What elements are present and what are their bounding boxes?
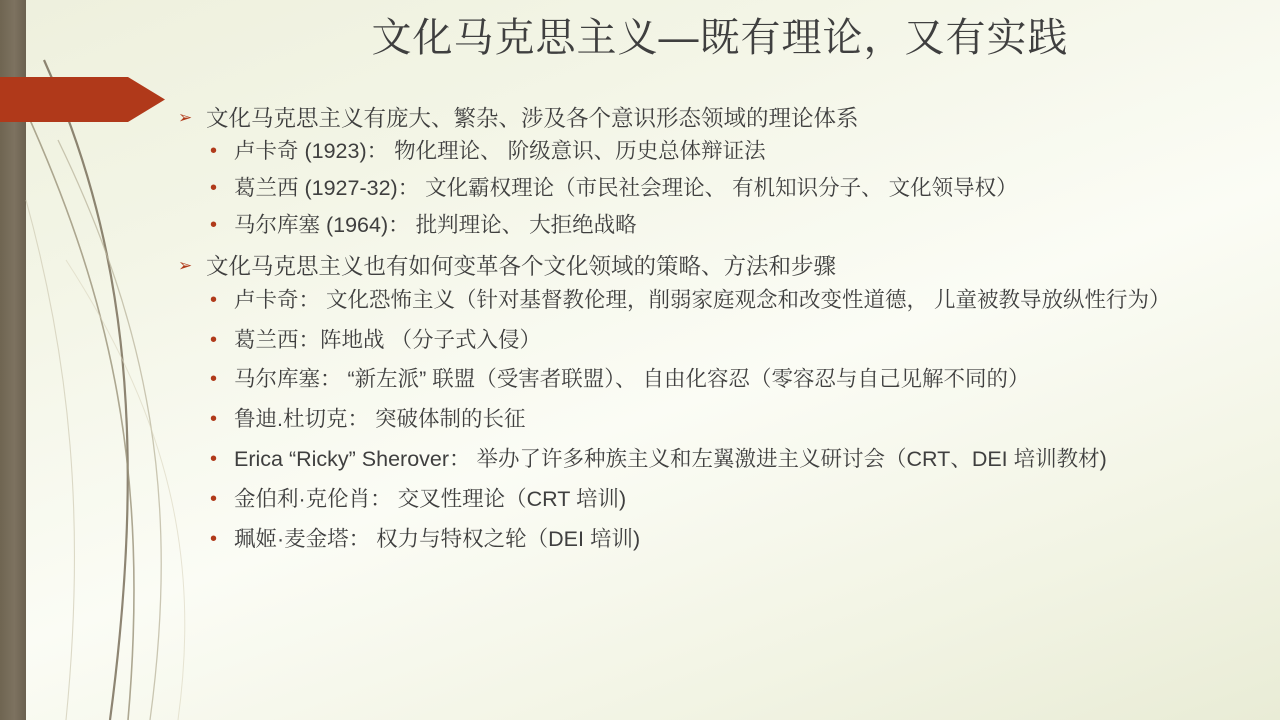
list-item [176,287,1258,315]
list-item-text: 金伯利·克伦肖： 交叉性理论（CRT 培训) [234,487,627,512]
list-item [176,327,1258,355]
list-item [176,406,1258,434]
page-title: 文化马克思主义—既有理论，又有实践 [371,16,1069,60]
list-item-text: 鲁迪.杜切克： 突破体制的长征 [234,407,526,432]
slide-body [176,104,1258,563]
list-item [176,526,1258,554]
dot-bullet-icon: • [210,288,218,311]
section-heading-text: 文化马克思主义也有如何变革各个文化领域的策略、方法和步骤 [206,254,837,280]
list-item-text: 马尔库塞 (1964)： 批判理论、 大拒绝战略 [234,213,637,238]
arrow-bullet-icon: ➢ [178,256,193,276]
list-item [176,175,1258,203]
accent-arrow-banner [0,77,165,122]
section-heading [176,104,1258,134]
section-heading [176,252,1258,282]
list-item [176,212,1258,240]
dot-bullet-icon: • [210,177,218,200]
dot-bullet-icon: • [210,328,218,351]
list-item-text: Erica “Ricky” Sherover： 举办了许多种族主义和左翼激进主义研讨会（CRT、DEI 培训教材) [234,447,1107,472]
dot-bullet-icon: • [210,488,218,511]
outline-list [176,104,1258,554]
list-item-text: 卢卡奇 (1923)： 物化理论、 阶级意识、历史总体辩证法 [234,139,766,164]
section-items [176,138,1258,240]
dot-bullet-icon: • [210,368,218,391]
list-item-text: 葛兰西 (1927-32)： 文化霸权理论（市民社会理论、 有机知识分子、 文化领导权） [234,176,1018,201]
list-item-text: 珮姬·麦金塔： 权力与特权之轮（DEI 培训) [234,527,641,552]
list-item [176,446,1258,474]
list-item [176,138,1258,166]
section-items [176,287,1258,555]
dot-bullet-icon: • [210,448,218,471]
section-heading-text: 文化马克思主义有庞大、繁杂、涉及各个意识形态领域的理论体系 [206,106,859,131]
list-item-text: 卢卡奇： 文化恐怖主义（针对基督教伦理，削弱家庭观念和改变性道德， 儿童被教导放纵性行为） [234,287,1171,312]
dot-bullet-icon: • [210,140,218,163]
dot-bullet-icon: • [210,214,218,237]
dot-bullet-icon: • [210,528,218,551]
list-item-text: 葛兰西：阵地战 （分子式入侵） [234,327,541,352]
list-item-text: 马尔库塞： “新左派” 联盟（受害者联盟）、 自由化容忍（零容忍与自己见解不同的） [234,367,1030,392]
dot-bullet-icon: • [210,408,218,431]
arrow-bullet-icon: ➢ [178,108,193,127]
list-item [176,486,1258,514]
list-item [176,366,1258,394]
